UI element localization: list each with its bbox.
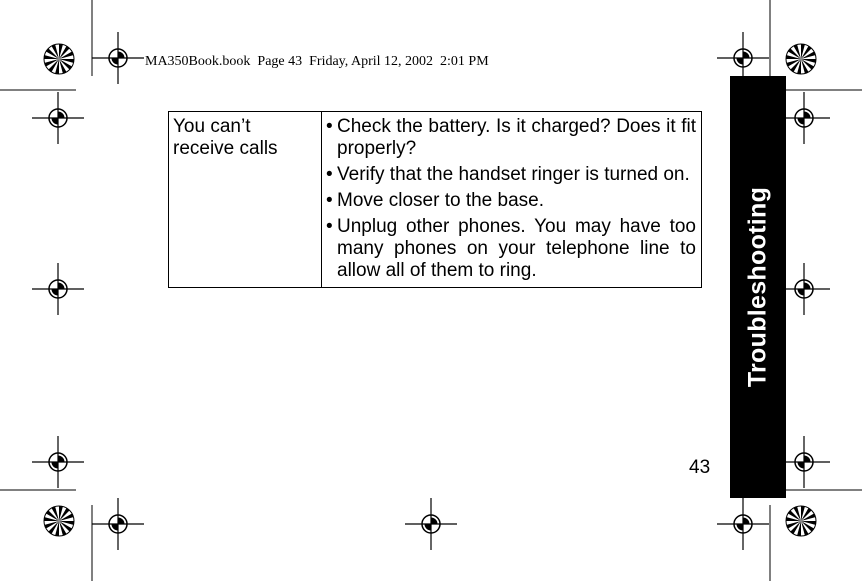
book-file-name: MA350Book.book: [145, 54, 251, 69]
solution-list: [326, 116, 696, 282]
starburst-mark-icon: [44, 506, 74, 536]
registration-mark-icon: [32, 92, 84, 144]
troubleshooting-table: [168, 111, 702, 288]
solution-item: • Unplug other phones. You may have too many phones on your telephone line to allow all of them to ring.: [326, 216, 696, 282]
table-row: [169, 112, 702, 288]
starburst-mark-icon: [786, 44, 816, 74]
print-header: [145, 54, 489, 70]
starburst-mark-icon: [44, 44, 74, 74]
registration-mark-icon: [92, 498, 144, 550]
print-time: 2:01 PM: [440, 54, 489, 69]
registration-mark-icon: [92, 32, 144, 84]
registration-mark-icon: [405, 498, 457, 550]
page-label: Page 43: [257, 54, 303, 69]
registration-mark-icon: [32, 436, 84, 488]
solutions-cell: [322, 112, 702, 288]
page-number: 43: [689, 457, 711, 478]
solution-item: • Move closer to the base.: [326, 190, 696, 212]
solution-item: • Verify that the handset ringer is turned on.: [326, 164, 696, 186]
starburst-mark-icon: [786, 506, 816, 536]
solution-item: • Check the battery. Is it charged? Does it fit properly?: [326, 116, 696, 160]
section-tab: [730, 76, 786, 498]
registration-mark-icon: [32, 263, 84, 315]
registration-mark-icon: [717, 498, 769, 550]
problem-cell: You can’t receive calls: [169, 112, 322, 288]
section-tab-label: Troubleshooting: [743, 186, 772, 388]
print-date: Friday, April 12, 2002: [309, 54, 434, 69]
